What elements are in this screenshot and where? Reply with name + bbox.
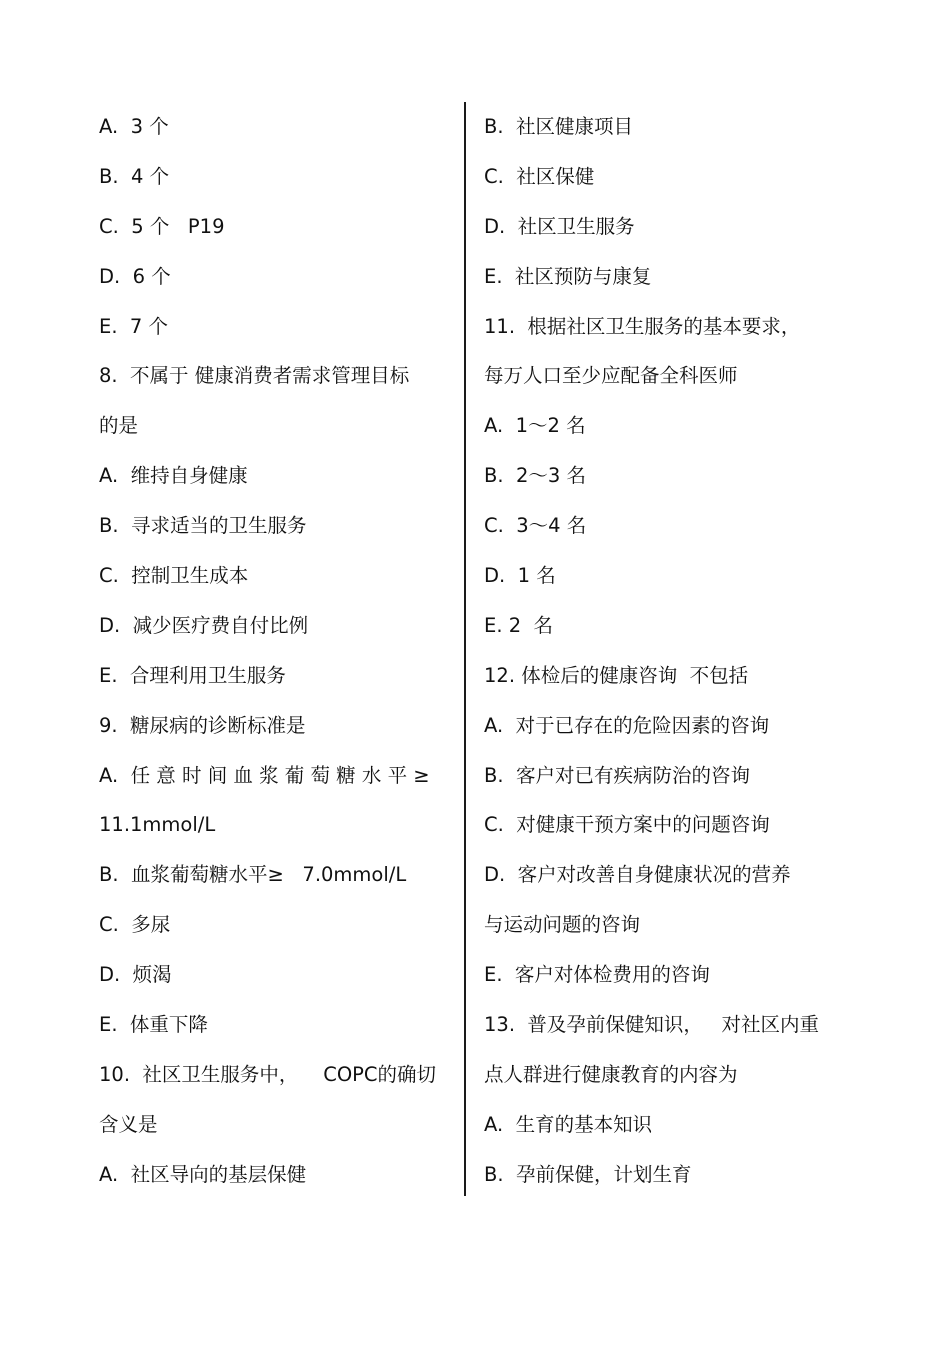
q9-option-a: A. 任 意 时 间 血 浆 葡 萄 糖 水 平 ≥ — [99, 763, 430, 787]
q8-option-b: B. 寻求适当的卫生服务 — [99, 514, 307, 538]
q9-option-b: B. 血浆葡萄糖水平≥ 7.0mmol/L — [99, 863, 407, 887]
q11-option-c: C. 3～4 名 — [484, 514, 587, 538]
q10-option-e: E. 社区预防与康复 — [484, 264, 652, 288]
q10-option-c: C. 社区保健 — [484, 164, 595, 188]
option-b-4: B. 4 个 — [99, 164, 170, 188]
q8-option-a: A. 维持自身健康 — [99, 464, 248, 488]
option-a-3: A. 3 个 — [99, 115, 169, 138]
q12-option-b: B. 客户对已有疾病防治的咨询 — [484, 763, 750, 787]
question-9: 9. 糖尿病的诊断标准是 — [99, 713, 306, 737]
q8-option-c: C. 控制卫生成本 — [99, 564, 249, 588]
question-13-cont: 点人群进行健康教育的内容为 — [484, 1062, 738, 1086]
q13-option-a: A. 生育的基本知识 — [484, 1112, 653, 1136]
q12-option-d-cont: 与运动问题的咨询 — [484, 913, 641, 937]
q8-option-e: E. 合理利用卫生服务 — [99, 663, 286, 687]
question-12: 12. 体检后的健康咨询 不包括 — [484, 663, 749, 687]
question-11-cont: 每万人口至少应配备全科医师 — [484, 364, 738, 388]
q10-option-d: D. 社区卫生服务 — [484, 214, 635, 238]
q10-option-a: A. 社区导向的基层保健 — [99, 1162, 307, 1186]
q11-option-b: B. 2～3 名 — [484, 464, 586, 488]
q11-option-a: A. 1～2 名 — [484, 414, 586, 438]
option-e-7: E. 7 个 — [99, 314, 169, 338]
question-10-cont: 含义是 — [99, 1112, 158, 1136]
question-8-cont: 的是 — [99, 414, 139, 438]
q13-option-b: B. 孕前保健，计划生育 — [484, 1162, 692, 1186]
q10-option-b: B. 社区健康项目 — [484, 115, 633, 138]
q12-option-c: C. 对健康干预方案中的问题咨询 — [484, 813, 770, 837]
q9-option-a-cont: 11.1mmol/L — [99, 813, 216, 837]
question-13: 13. 普及孕前保健知识， 对社区内重 — [484, 1013, 820, 1037]
right-column — [484, 102, 844, 1200]
q9-option-c: C. 多尿 — [99, 913, 171, 937]
column-divider — [464, 102, 466, 1196]
left-column — [99, 102, 454, 1200]
option-c-5: C. 5 个 P19 — [99, 214, 225, 238]
q9-option-e: E. 体重下降 — [99, 1013, 208, 1037]
q12-option-a: A. 对于已存在的危险因素的咨询 — [484, 713, 770, 737]
q12-option-e: E. 客户对体检费用的咨询 — [484, 963, 710, 987]
q12-option-d: D. 客户对改善自身健康状况的营养 — [484, 863, 791, 887]
question-10: 10. 社区卫生服务中， COPC的确切 — [99, 1062, 437, 1086]
question-11: 11. 根据社区卫生服务的基本要求， — [484, 314, 801, 338]
q11-option-d: D. 1 名 — [484, 564, 556, 588]
option-d-6: D. 6 个 — [99, 264, 171, 288]
q8-option-d: D. 减少医疗费自付比例 — [99, 613, 309, 637]
q11-option-e: E. 2 名 — [484, 613, 554, 637]
q9-option-d: D. 烦渴 — [99, 963, 172, 987]
question-8: 8. 不属于 健康消费者需求管理目标 — [99, 364, 410, 388]
